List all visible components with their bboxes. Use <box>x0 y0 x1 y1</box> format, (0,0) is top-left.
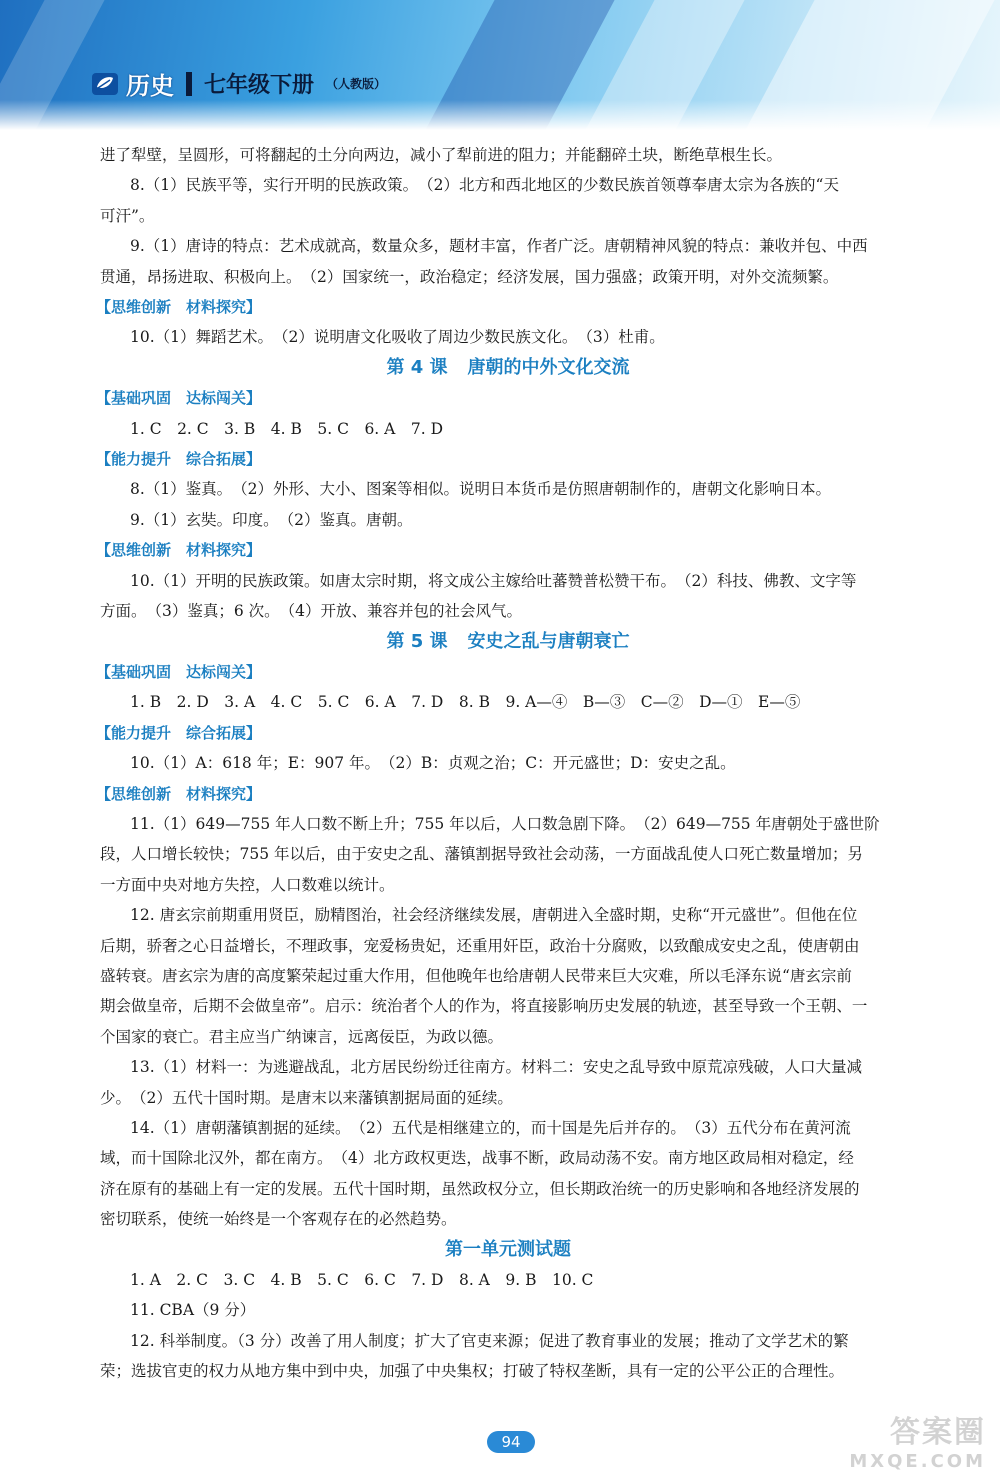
answer-line: 1. A 2. C 3. C 4. B 5. C 6. C 7. D 8. A 9. B 10. C <box>130 1271 594 1290</box>
section-tag: 【能力提升 综合拓展】 <box>96 450 262 469</box>
answer-line: 可汗”。 <box>100 206 155 225</box>
answer-line: 8.（1）鉴真。 （2）外形、大小、图案等相似。说明日本货币是仿照唐朝制作的，唐朝文化影响日本。 <box>130 480 832 499</box>
section-tag: 【思维创新 材料探究】 <box>96 541 262 560</box>
section-tag: 【思维创新 材料探究】 <box>96 298 262 317</box>
answer-line: 段，人口增长较快；755 年以后，由于安史之乱、藩镇割据导致社会动荡，一方面战乱使人口死亡数量增加；另 <box>100 845 864 864</box>
lesson-title: 安史之乱与唐朝衰亡 <box>467 630 630 652</box>
answer-line: 12. 科举制度。（3 分）改善了用人制度；扩大了官吏来源；促进了教育事业的发展；推动了文学艺术的繁 <box>130 1331 849 1350</box>
answer-line: 11. CBA（9 分） <box>130 1301 256 1320</box>
edition-label: （人教版） <box>326 77 387 91</box>
answer-line: 10.（1）A：618 年；E：907 年。 （2）B：贞观之治；C：开元盛世；D：安史之乱。 <box>130 754 736 773</box>
lesson-number: 第 5 课 <box>386 630 448 652</box>
header-divider <box>186 72 192 96</box>
subject-title: 历史 <box>126 72 174 100</box>
section-tag: 【思维创新 材料探究】 <box>96 784 262 803</box>
lesson-heading <box>100 627 916 657</box>
lesson-title: 第一单元测试题 <box>445 1238 571 1260</box>
answer-line: 9.（1）唐诗的特点：艺术成就高，数量众多，题材丰富，作者广泛。唐朝精神风貌的特点：兼收并包、中西 <box>130 237 868 256</box>
answer-line: 1. C 2. C 3. B 4. B 5. C 6. A 7. D <box>130 419 443 438</box>
page-number: 94 <box>487 1431 535 1453</box>
answer-line: 10.（1）开明的民族政策。如唐太宗时期，将文成公主嫁给吐蕃赞普松赞干布。 （2）科技、佛教、文字等 <box>130 571 857 590</box>
watermark-line2: MXQE.COM <box>849 1451 986 1472</box>
answer-line: 9.（1）玄奘。印度。 （2）鉴真。唐朝。 <box>130 510 413 529</box>
answer-line: 后期，骄奢之心日益增长，不理政事，宠爱杨贵妃，还重用奸臣，政治十分腐败，以致酿成安史之乱，使唐朝由 <box>100 936 860 955</box>
answer-line: 11.（1）649—755 年人口数不断上升；755 年以后，人口数急剧下降。 （2）649—755 年唐朝处于盛世阶 <box>130 814 880 833</box>
answer-line: 个国家的衰亡。君主应当广纳谏言，远离佞臣，为政以德。 <box>100 1027 504 1046</box>
watermark <box>849 1407 986 1472</box>
book-header <box>92 66 386 101</box>
answer-line: 盛转衰。唐玄宗为唐的高度繁荣起过重大作用，但他晚年也给唐朝人民带来巨大灾难，所以毛泽东说“唐玄宗前 <box>100 966 852 985</box>
answer-line: 12. 唐玄宗前期重用贤臣，励精图治，社会经济继续发展，唐朝进入全盛时期，史称“开元盛世”。但他在位 <box>130 906 858 925</box>
lesson-heading <box>100 1235 916 1265</box>
answer-line: 1. B 2. D 3. A 4. C 5. C 6. A 7. D 8. B 9. A—④ B—③ C—② D—① E—⑤ <box>130 693 801 712</box>
answer-content <box>96 140 916 1387</box>
section-tag: 【基础巩固 达标闯关】 <box>96 389 262 408</box>
watermark-line1: 答案圈 <box>890 1415 986 1450</box>
section-tag: 【能力提升 综合拓展】 <box>96 723 262 742</box>
lesson-heading <box>100 353 916 383</box>
answer-line: 少。 （2）五代十国时期。是唐末以来藩镇割据局面的延续。 <box>100 1088 513 1107</box>
answer-line: 荣；选拔官吏的权力从地方集中到中央，加强了中央集权；打破了特权垄断，具有一定的公平公正的合理性。 <box>100 1362 845 1381</box>
lesson-number: 第 4 课 <box>386 356 448 378</box>
answer-line: 济在原有的基础上有一定的发展。五代十国时期，虽然政权分立，但长期政治统一的历史影响和各地经济发展的 <box>100 1179 860 1198</box>
answer-line: 8.（1）民族平等，实行开明的民族政策。 （2）北方和西北地区的少数民族首领尊奉唐太宗为各族的“天 <box>130 176 839 195</box>
answer-line: 方面。 （3）鉴真；6 次。 （4）开放、兼容并包的社会风气。 <box>100 602 523 621</box>
answer-line: 期会做皇帝，后期不会做皇帝”。启示：统治者个人的作为，将直接影响历史发展的轨迹，甚至导致一个王朝、一 <box>100 997 868 1016</box>
answer-line: 贯通，昂扬进取、积极向上。 （2）国家统一，政治稳定；经济发展，国力强盛；政策开明，对外交流频繁。 <box>100 267 839 286</box>
answer-line: 10.（1）舞蹈艺术。 （2）说明唐文化吸收了周边少数民族文化。 （3）杜甫。 <box>130 328 665 347</box>
leaf-logo-icon <box>92 73 118 95</box>
answer-line: 密切联系，使统一始终是一个客观存在的必然趋势。 <box>100 1210 457 1229</box>
answer-line: 13.（1）材料一：为逃避战乱，北方居民纷纷迁往南方。材料二：安史之乱导致中原荒凉残破，人口大量减 <box>130 1058 863 1077</box>
grade-title: 七年级下册 <box>204 73 315 98</box>
section-tag: 【基础巩固 达标闯关】 <box>96 662 262 681</box>
answer-line: 域，而十国除北汉外，都在南方。 （4）北方政权更迭，战事不断，政局动荡不安。南方地区政局相对稳定，经 <box>100 1149 854 1168</box>
header-banner <box>0 0 1000 130</box>
answer-line: 进了犁壁，呈圆形，可将翻起的土分向两边，减小了犁前进的阻力；并能翻碎土块，断绝草根生长。 <box>100 146 783 164</box>
answer-line: 一方面中央对地方失控，人口数难以统计。 <box>100 875 395 894</box>
answer-line: 14.（1）唐朝藩镇割据的延续。 （2）五代是相继建立的，而十国是先后并存的。 （3）五代分布在黄河流 <box>130 1119 851 1137</box>
lesson-title: 唐朝的中外文化交流 <box>467 356 630 378</box>
